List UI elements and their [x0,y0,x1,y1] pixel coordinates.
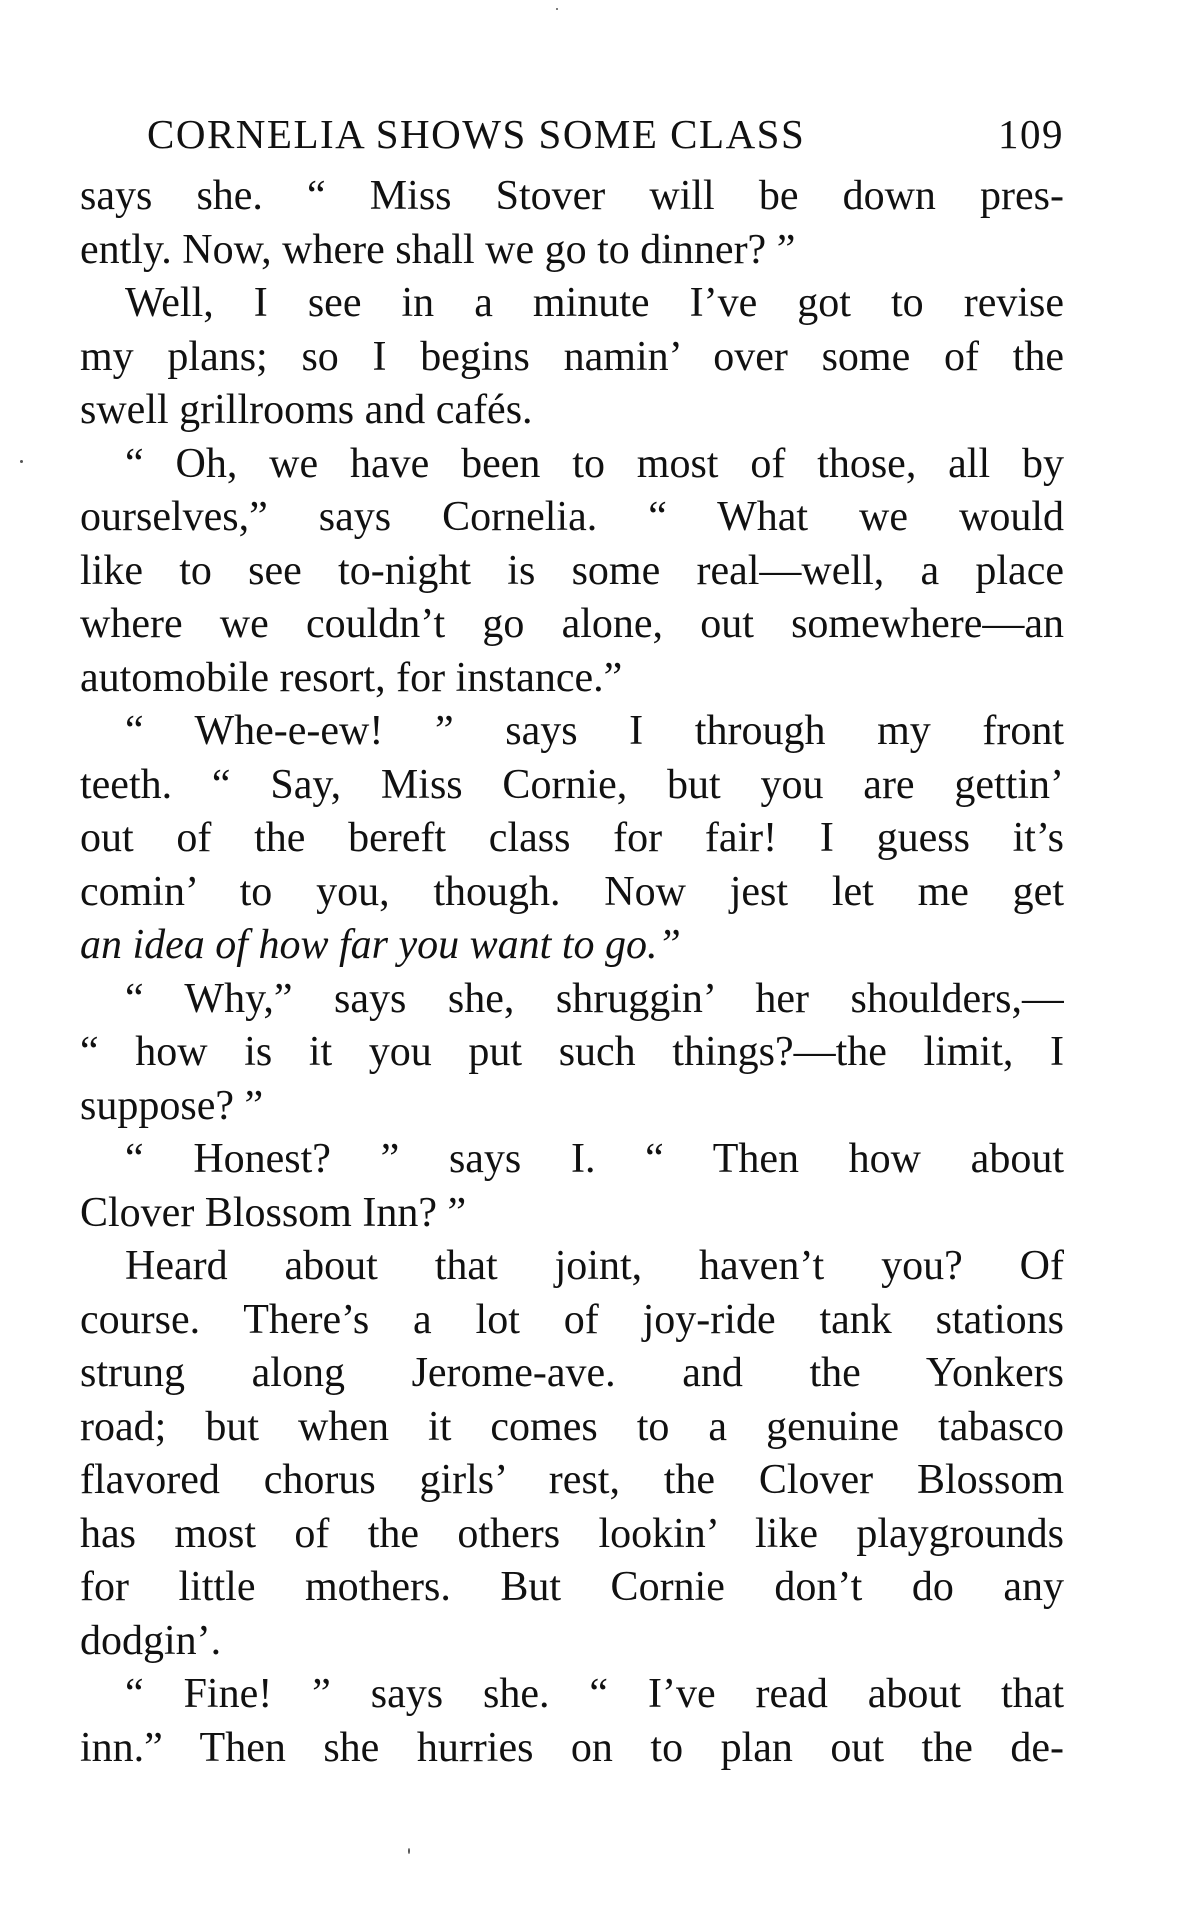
text-line: flavored chorus girls’ rest, the Clover Blossom [80,1457,1064,1503]
text-line: suppose? ” [80,1082,264,1129]
text-line: my plans; so I begins namin’ over some of the [80,333,1064,380]
scan-speck [556,8,558,10]
scan-speck [408,1848,410,1854]
text-line: inn.” Then she hurries on to plan out the de- [80,1724,1064,1771]
scan-speck [20,460,23,463]
text-line: ently. Now, where shall we go to dinner? ” [80,226,796,273]
text-line: teeth. “ Say, Miss Cornie, but you are gettin’ [80,761,1064,808]
text-line: “ Whe-e-ew! ” says I through my front [125,708,1064,754]
text-line: course. There’s a lot of joy-ride tank stations [80,1296,1064,1343]
body-text [80,170,1064,1775]
text-line: out of the bereft class for fair! I guess it’s [80,815,1064,861]
text-line: “ Why,” says she, shruggin’ her shoulders,— [125,975,1064,1022]
book-page [80,110,1064,1775]
text-line: “ Honest? ” says I. “ Then how about [125,1136,1064,1182]
page-number: 109 [998,111,1064,157]
text-line: Well, I see in a minute I’ve got to revise [125,280,1064,326]
text-line: comin’ to you, though. Now jest let me get [80,868,1064,915]
text-line: “ Fine! ” says she. “ I’ve read about that [125,1671,1064,1717]
text-line: strung along Jerome-ave. and the Yonkers [80,1350,1064,1396]
chapter-title: CORNELIA SHOWS SOME CLASS [147,111,806,157]
text-line: for little mothers. But Cornie don’t do any [80,1564,1064,1610]
text-line: like to see to-night is some real—well, a place [80,547,1064,594]
text-line: ourselves,” says Cornelia. “ What we would [80,494,1064,540]
text-line: road; but when it comes to a genuine tabasco [80,1403,1064,1450]
text-line: says she. “ Miss Stover will be down pres- [80,173,1064,219]
text-line: swell grillrooms and cafés. [80,387,533,433]
text-line: “ Oh, we have been to most of those, all by [125,440,1064,487]
text-line: “ how is it you put such things?—the limit, I [80,1029,1064,1075]
text-line: Heard about that joint, haven’t you? Of [125,1243,1064,1289]
text-line: Clover Blossom Inn? ” [80,1189,467,1236]
text-line: where we couldn’t go alone, out somewhere—an [80,601,1064,647]
text-line: automobile resort, for instance.” [80,654,623,701]
text-line: has most of the others lookin’ like playgrounds [80,1510,1064,1557]
text-line: an idea of how far you want to go.” [80,922,681,968]
text-line: dodgin’. [80,1617,222,1664]
running-head [80,110,1064,170]
